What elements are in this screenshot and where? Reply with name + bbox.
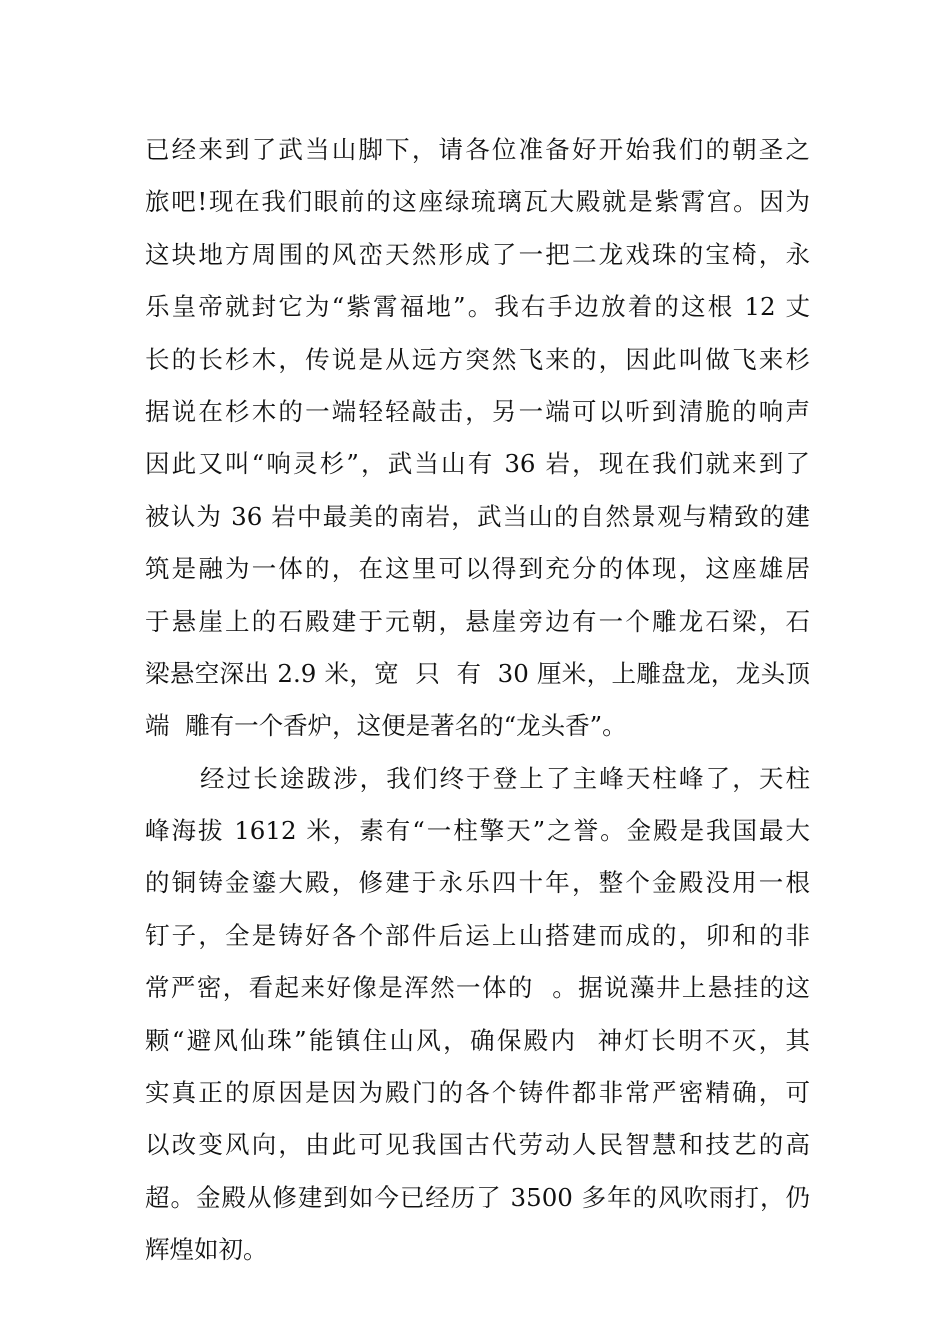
paragraph-2 [145, 753, 810, 1277]
text-line: 钉子，全是铸好各个部件后运上山搭建而成的，卯和的非 [145, 920, 810, 950]
text-line: 这块地方周围的风峦天然形成了一把二龙戏珠的宝椅，永 [145, 239, 810, 269]
text-line: 端 雕有一个香炉，这便是著名的“龙头香”。 [145, 711, 627, 741]
text-line: 筑是融为一体的，在这里可以得到充分的体现，这座雄居 [145, 554, 810, 584]
text-line: 常严密，看起来好像是浑然一体的 。据说藻井上悬挂的这 [145, 973, 810, 1003]
text-line: 的铜铸金鎏大殿，修建于永乐四十年，整个金殿没用一根 [145, 868, 810, 898]
text-line: 据说在杉木的一端轻轻敲击，另一端可以听到清脆的响声 [145, 396, 810, 426]
text-line: 辉煌如初。 [145, 1235, 268, 1265]
text-line: 颗“避风仙珠”能镇住山风，确保殿内 神灯长明不灭，其 [145, 1025, 810, 1055]
text-line: 长的长杉木，传说是从远方突然飞来的，因此叫做飞来杉 [145, 344, 810, 374]
text-line: 旅吧!现在我们眼前的这座绿琉璃瓦大殿就是紫霄宫。因为 [145, 187, 810, 217]
body-text [145, 124, 810, 1277]
text-line: 被认为 36 岩中最美的南岩，武当山的自然景观与精致的建 [145, 501, 810, 531]
text-line: 梁悬空深出 2.9 米，宽 只 有 30 厘米，上雕盘龙，龙头顶 [145, 658, 810, 688]
text-line: 经过长途跋涉，我们终于登上了主峰天柱峰了，天柱 [200, 763, 810, 793]
text-line: 已经来到了武当山脚下，请各位准备好开始我们的朝圣之 [145, 135, 810, 164]
text-line: 超。金殿从修建到如今已经历了 3500 多年的风吹雨打，仍 [145, 1182, 810, 1212]
text-line: 乐皇帝就封它为“紫霄福地”。我右手边放着的这根 12 丈 [145, 292, 810, 322]
text-line: 于悬崖上的石殿建于元朝，悬崖旁边有一个雕龙石梁，石 [145, 606, 810, 636]
text-line: 以改变风向，由此可见我国古代劳动人民智慧和技艺的高 [145, 1130, 810, 1160]
text-line: 峰海拔 1612 米，素有“一柱擎天”之誉。金殿是我国最大 [145, 816, 810, 846]
paragraph-1 [145, 124, 810, 753]
text-line: 实真正的原因是因为殿门的各个铸件都非常严密精确，可 [145, 1078, 810, 1108]
text-line: 因此又叫“响灵杉”，武当山有 36 岩，现在我们就来到了 [145, 449, 810, 479]
